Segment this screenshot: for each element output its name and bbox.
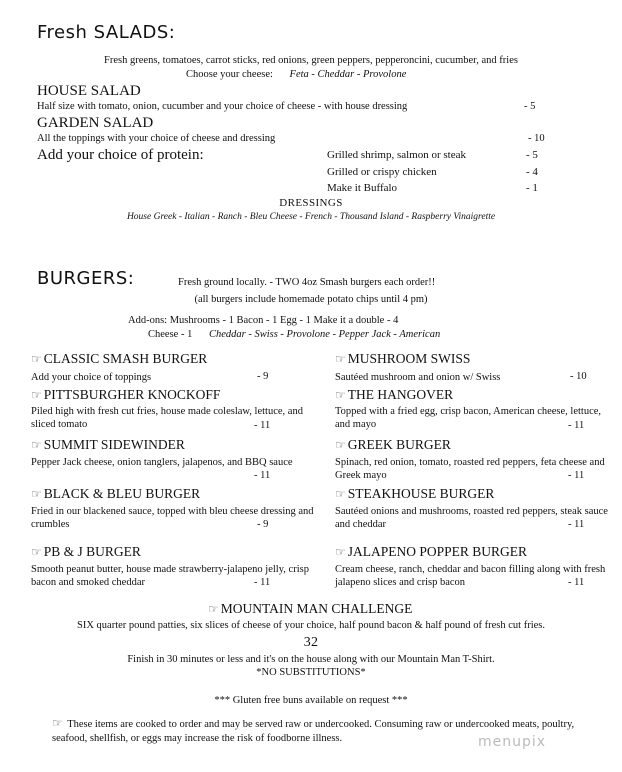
burgers-chips-note: (all burgers include homemade potato chips until 4 pm) [194,294,428,305]
mountain-man-desc: SIX quarter pound patties, six slices of cheese of your choice, half pound bacon & half pound of fresh cut fries. [77,620,545,631]
burger-name: CLASSIC SMASH BURGER [43,351,208,366]
pointing-hand-icon: ☞ [335,544,346,559]
protein-3-name: Make it Buffalo [327,182,398,194]
salads-intro: Fresh greens, tomatoes, carrot sticks, red onions, green peppers, pepperoncini, cucumber, and fries [104,55,518,66]
garden-salad-price: - 10 [528,133,545,144]
pointing-hand-icon: ☞ [335,387,346,402]
burger-name: SUMMIT SIDEWINDER [43,437,185,452]
burger-greek-desc: Spinach, red onion, tomato, roasted red peppers, feta cheese and Greek mayo [335,457,605,481]
cheese-addon-options: Cheddar - Swiss - Provolone - Pepper Jack - American [208,329,441,340]
gluten-free-note: *** Gluten free buns available on request *** [214,695,408,706]
mountain-man-note: Finish in 30 minutes or less and it's on the house along with our Mountain Man T-Shirt. [127,654,495,665]
burger-black-bleu-title [31,486,200,502]
pointing-hand-icon: ☞ [52,716,63,730]
garden-salad-title: GARDEN SALAD [37,115,154,131]
pointing-hand-icon: ☞ [31,437,42,452]
burger-classic-smash-price: - 9 [257,371,269,382]
mountain-man-no-subs: *NO SUBSTITUTIONS* [256,667,366,678]
pointing-hand-icon: ☞ [208,601,219,616]
dressings-list: House Greek - Italian - Ranch - Bleu Cheese - French - Thousand Island - Raspberry Vinaigrette [126,212,496,222]
protein-1-name: Grilled shrimp, salmon or steak [327,149,467,161]
burger-jalapeno-popper-desc: Cream cheese, ranch, cheddar and bacon filling along with fresh jalapeno slices and crisp bacon [335,564,606,588]
cheese-choice-options: Feta - Cheddar - Provolone [289,69,407,80]
burger-name: BLACK & BLEU BURGER [43,486,201,501]
burger-steakhouse-price: - 11 [568,519,585,530]
mountain-man-title [208,601,412,617]
pointing-hand-icon: ☞ [335,351,346,366]
burger-mushroom-swiss-price: - 10 [570,371,587,382]
burger-black-bleu-price: - 9 [257,519,269,530]
burger-black-bleu-desc: Fried in our blackened sauce, topped with bleu cheese dressing and crumbles [31,506,314,530]
burger-hangover-desc: Topped with a fried egg, crisp bacon, American cheese, lettuce, and mayo [335,406,602,430]
burger-summit-sidewinder-desc: Pepper Jack cheese, onion tanglers, jalapenos, and BBQ sauce [31,457,293,468]
burger-steakhouse-desc: Sautéed onions and mushrooms, roasted red peppers, steak sauce and cheddar [335,506,608,530]
burger-greek-price: - 11 [568,470,585,481]
burger-pbj-price: - 11 [254,577,271,588]
burger-greek-title [335,437,451,453]
burger-name: GREEK BURGER [347,437,451,452]
burger-summit-sidewinder-title [31,437,185,453]
watermark-logo: menupix [478,734,547,750]
burger-pittsburgher-price: - 11 [254,420,271,431]
burger-name: THE HANGOVER [347,387,454,402]
burger-pbj-desc: Smooth peanut butter, house made strawberry-jalapeno jelly, crisp bacon and smoked cheddar [31,564,309,588]
cheese-choice [186,69,406,80]
burger-jalapeno-popper-title [335,544,527,560]
pointing-hand-icon: ☞ [31,351,42,366]
burger-name: STEAKHOUSE BURGER [347,486,495,501]
burger-pbj-title [31,544,141,560]
salads-heading: Fresh SALADS: [37,22,176,43]
house-salad-title: HOUSE SALAD [37,83,141,99]
house-salad-price: - 5 [524,101,536,112]
burger-mushroom-swiss-desc: Sautéed mushroom and onion w/ Swiss [335,372,501,383]
burgers-heading: BURGERS: [37,268,135,289]
burger-name: JALAPENO POPPER BURGER [347,544,528,559]
garden-salad-desc: All the toppings with your choice of cheese and dressing [37,133,276,144]
burger-classic-smash-desc: Add your choice of toppings [31,372,152,383]
cheese-addon-row [148,329,440,340]
protein-1-price: - 5 [526,149,538,161]
burgers-intro: Fresh ground locally. - TWO 4oz Smash burgers each order!! [178,277,436,288]
pointing-hand-icon: ☞ [31,387,42,402]
protein-2-name: Grilled or crispy chicken [327,166,437,178]
burger-jalapeno-popper-price: - 11 [568,577,585,588]
burger-summit-sidewinder-price: - 11 [254,470,271,481]
pointing-hand-icon: ☞ [31,486,42,501]
burger-hangover-price: - 11 [568,420,585,431]
burger-mushroom-swiss-title [335,351,470,367]
addons-row: Add-ons: Mushrooms - 1 Bacon - 1 Egg - 1 Make it a double - 4 [128,315,399,326]
dressings-heading: DRESSINGS [279,197,343,209]
burger-name: MUSHROOM SWISS [347,351,471,366]
pointing-hand-icon: ☞ [31,544,42,559]
mountain-man-price: 32 [303,635,319,650]
disclaimer-text: These items are cooked to order and may be served raw or undercooked. Consuming raw or undercooked meats, poultry, seafood, shellfish, or eggs may increase the risk of foodborne illness. [52,719,575,744]
cheese-addon-label: Cheese - 1 [148,329,193,340]
burger-pittsburgher-desc: Piled high with fresh cut fries, house made coleslaw, lettuce, and sliced tomato [31,406,303,430]
burger-name: PB & J BURGER [43,544,141,559]
burger-steakhouse-title [335,486,494,502]
cheese-choice-label: Choose your cheese: [186,69,273,80]
burger-pittsburgher-title [31,387,220,403]
protein-3-price: - 1 [526,182,538,194]
house-salad-desc: Half size with tomato, onion, cucumber and your choice of cheese - with house dressing [37,101,408,112]
pointing-hand-icon: ☞ [335,437,346,452]
challenge-name: MOUNTAIN MAN CHALLENGE [220,601,413,616]
protein-2-price: - 4 [526,166,538,178]
burger-classic-smash-title [31,351,207,367]
burger-hangover-title [335,387,453,403]
protein-label: Add your choice of protein: [37,147,204,163]
burger-name: PITTSBURGHER KNOCKOFF [43,387,221,402]
pointing-hand-icon: ☞ [335,486,346,501]
